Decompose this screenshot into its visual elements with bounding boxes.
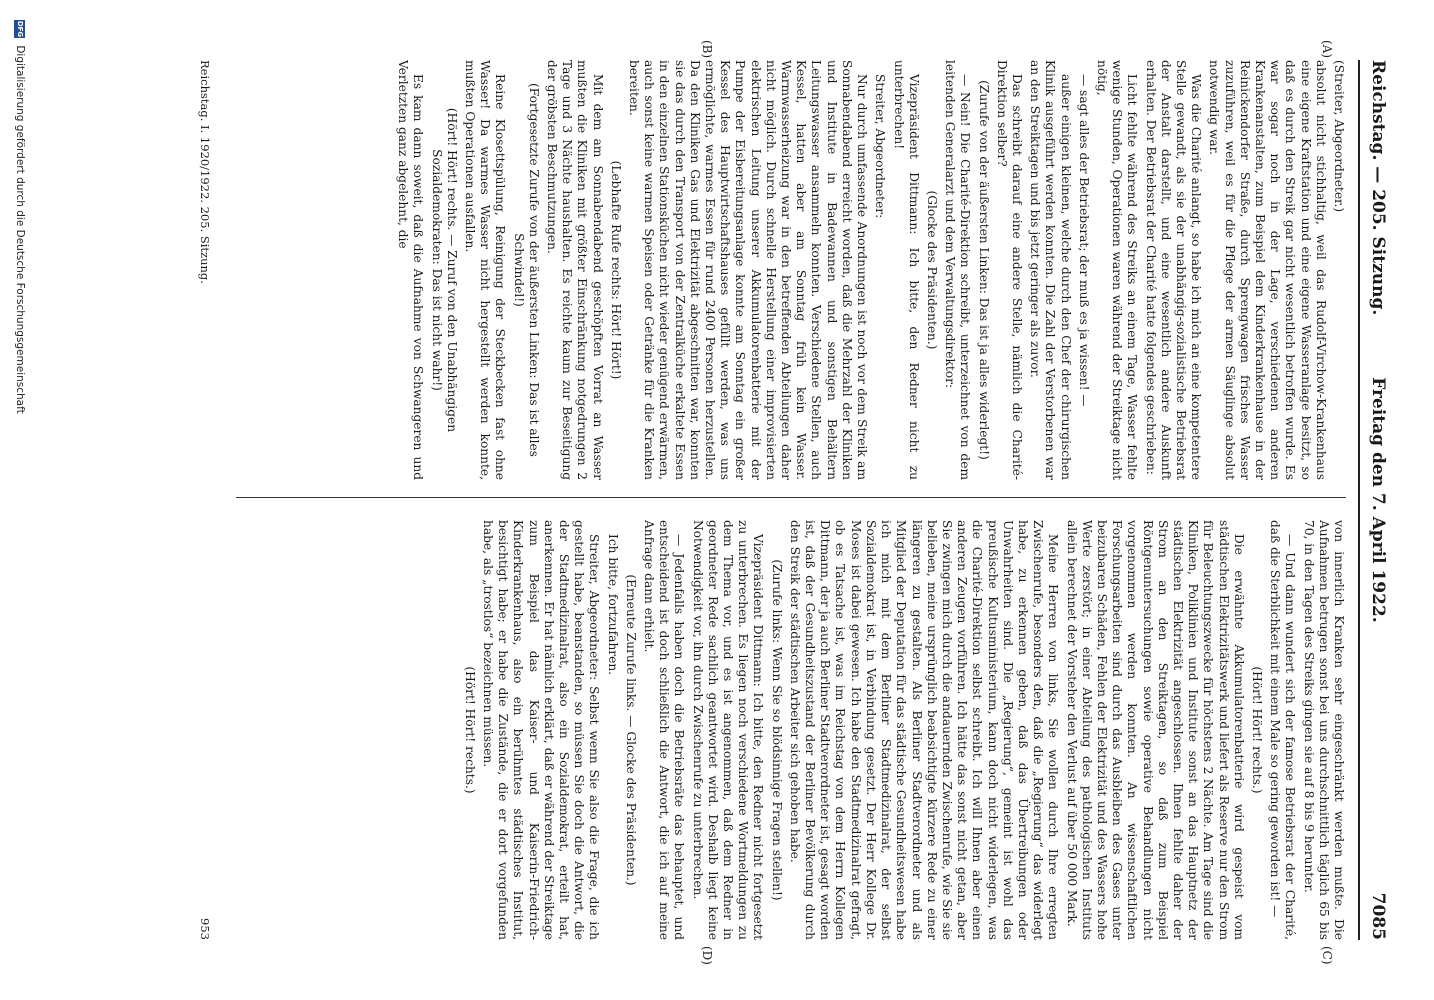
paragraph: Ich bitte, fortzufahren.	[605, 534, 620, 676]
quote: Mit dem am Sonnabendabend geschöpften Vorrat an Wasser mußten die Kliniken mit größter Einschränkung notgedrungen 2 Tage und 3 Nächte haushalten. Es reichte kaum zur Beseitigung der gröbsten Beschmutzungen.	[545, 60, 605, 480]
interjection: (Erneute Zurufe links. — Glocke des Präsidenten.)	[623, 574, 638, 886]
dfg-logo-icon: DFG	[16, 20, 25, 38]
paragraph: — Jedenfalls haben doch die Betriebsräte das behauptet, und entscheidend ist doch schließlich die Antwort, die ich auf meine Anfrage dann erhielt.	[642, 520, 687, 940]
footer-reference: Reichstag. I. 1920/1922. 205. Sitzung.	[198, 60, 212, 284]
paragraph: — Und dann wundert sich der famose Betriebsrat der Charité, daß die Sterblichkeit mit einem Male so gering geworden ist! —	[1268, 520, 1298, 940]
interjection: (Hört! Hört! rechts.)	[1249, 666, 1264, 794]
column-divider	[236, 497, 1346, 498]
speaker-paragraph: Vizepräsident Dittmann: Ich bitte, den Redner nicht zu unterbrechen!	[891, 60, 921, 480]
interjection: (Glocke des Präsidenten.)	[924, 190, 939, 350]
paragraph: — Nein! Die Charité-Direktion schreibt, unterzeichnet von dem leitenden Generalarzt und dem Verwaltungsdirektor:	[943, 60, 973, 480]
margin-marker-d: (D)	[700, 946, 714, 965]
footer-page-number: 953	[198, 918, 212, 940]
speaker-paragraph: Streiter, Abgeordneter: Selbst wenn Sie also die Frage, die ich gestellt habe, beanstanden, so müssen Sie doch die Antwort, die der Stadtmedizinalrat, also ein Sozialdemokrat, erteilt hat, anerkennen. Er hat nämlich erklärt, daß er während der Streiktage zum Beispiel das Kaiser- und Kaiserin-Friedrich-Kinderkrankenhaus, also ein berühmtes städtisches Institut, besichtigt habe; er habe die Zustände, die er dort vorgefunden habe, als „trostlos“ bezeichnen müssen.	[481, 520, 602, 940]
interjection: (Fortgesetzte Zurufe von der äußersten Linken: Das ist alles Schwindel!)	[511, 83, 541, 457]
interjection: (Zurufe links: Wenn Sie so blödsinnige Fragen stellen!)	[769, 559, 784, 901]
paragraph: — sagt alles der Betriebsrat; der muß es ja wissen! —	[1076, 74, 1091, 407]
digitization-credit	[10, 20, 26, 980]
page-header	[1358, 60, 1394, 940]
credit-text: Digitalisierung gefördert durch die Deutsche Forschungsgemeinschaft	[14, 45, 26, 414]
speaker-paragraph: Vizepräsident Dittmann: Ich bitte, den Redner nicht fortgesetzt zu unterbrechen. Es liegen noch verschiedene Wortmeldungen zu dem Thema vor, und es ist angenommen, daß dem Redner in geordneter Rede sachlich geantwortet wird. Deshalb liegt keine Notwendigkeit vor, ihn durch Zwischenrufe zu unterbrechen.	[690, 520, 766, 940]
quote: Reine Klosettspülung, Reinigung der Steckbecken fast ohne Wasser! Da warmes Wasser nicht hergestellt werden konnte, mußten Operationen ausfallen.	[463, 60, 508, 480]
interjection: (Zurufe von der äußersten Linken: Das ist ja alles widerlegt!)	[976, 80, 991, 460]
page-footer	[192, 60, 212, 940]
margin-marker-b: (B)	[700, 40, 714, 59]
interjection: (Hört! Hört! rechts. — Zuruf von den Unabhängigen Sozialdemokraten: Das ist nicht wahr!)	[429, 107, 459, 433]
paragraph: Meine Herren von links, Sie wollen durch Ihre erregten Zwischenrufe, besonders den, daß die „Regierung“ das widerlegt habe, zu erkennen geben, daß das Übertreibungen oder Unwahrheiten sind. Die „Regierung“, gemeint ist wohl das preußische Kultusministerium, kann doch nicht widerlegen, was die Charité-Direktion selbst schreibt. Ich will Ihnen aber einen anderen Zeugen vorführen. Ich hätte das sonst nicht getan, aber Sie zwingen mich durch die andauernden Zwischenrufe, wie Sie sie belieben, meine ursprünglich beabsichtigte kürzere Rede zu einer längeren zu gestalten. Als Berliner Stadtverordneter und als Mitglied der Deputation für das städtische Gesundheitswesen habe ich mich mit dem Berliner Stadtmedizinalrat, der selbst Sozialdemokrat ist, in Verbindung gesetzt. Der Herr Kollege Dr. Moses ist dabei gewesen. Ich habe den Stadtmedizinalrat gefragt, ob es Tatsache ist, was im Reichstag von dem Herrn Kollegen Dittmann, der ja auch Berliner Stadtverordneter ist, gesagt worden ist, daß der Gesundheitszustand der Berliner Bevölkerung durch den Streik der städtischen Arbeiter sich gehoben habe.	[787, 520, 1061, 940]
header-date: Freitag den 7. April 1922.	[1368, 377, 1388, 623]
interjection: (Hört! Hört! rechts.)	[462, 666, 477, 794]
interjection: (Lebhafte Rufe rechts: Hört! Hört!)	[608, 160, 623, 380]
quote: Die erwähnte Akkumulatorenbatterie wird gespeist vom städtischen Elektrizitätswerk und liefert als Reserve nur den Strom für Beleuchtungszwecke für höchstens 2 Nächte. Am Tage sind die Kliniken, Poliklinien und Institute sonst an das Hauptnetz der städtischen Elektrizität angeschlossen. Ihnen fehlte daher der Strom an den Streiktagen, so daß zum Beispiel Röntgenuntersuchungen sowie operative Behandlungen nicht vorgenommen werden konnten. An wissenschaftlichen Forschungsarbeiten sind durch das Ausbleiben des Gases unter beizubaren Schäden, Fehlen der Elektrizität und des Wassers hohe Werte zerstört; in einer Abteilung des pathologischen Instituts allein berechnet der Vorsteher den Verlust auf über 50 000 Mark.	[1064, 520, 1246, 940]
left-column	[226, 60, 1346, 480]
quote: außer einigen kleinen, welche durch den Chef der chirurgischen Klinik ausgeführt werden konnten. Die Zahl der Verstorbenen war an den Streiktagen und bis jetzt geringer als zuvor.	[1028, 60, 1073, 480]
right-column	[226, 520, 1346, 940]
quote: Nur durch umfassende Anordnungen ist noch vor dem Streik am Sonnabendabend erreicht worden, daß die Mehrzahl der Kliniken und Institute in Badewannen und sonstigen Behältern Leitungswasser ansammeln konnten. Verschiedene Stellen, auch Kessel, hatten aber am Sonntag früh kein Wasser. Warmwasserheizung war in den betreffenden Abteilungen daher nicht möglich. Durch schnelle Herstellung einer improvisierten elektrischen Leitung unserer Akkumulatorenbatterie mit der Pumpe der Eisbereitungsanlage konnte am Sonntag ein großer Kessel des Hauptwirtschaftshauses gefüllt werden, was uns ermöglichte, warmes Essen für rund 2400 Personen herzustellen. Da den Kliniken Gas und Elektrizität abgeschnitten war, konnten sie das durch den Transport von der Zentralküche erkaltete Essen in den einzelnen Stationsküchen nicht wieder genügend erwärmen, auch sonst keine warmen Speisen oder Getränke für die Kranken bereiten.	[627, 60, 870, 480]
margin-marker-c: (C)	[1320, 946, 1334, 965]
margin-marker-a: (A)	[1320, 40, 1334, 59]
quote: Es kam dann soweit, daß die Aufnahme von Schwangeren und Verletzten ganz abgelehnt, die	[396, 60, 426, 480]
header-page-number: 7085	[1368, 892, 1388, 940]
paragraph: absolut nicht stichhaltig, weil das Rudolf-Virchow-Krankenhaus eine eigene Kraftstation und eine eigene Wasseranlage besitzt, so daß es durch den Streik gar nicht wesentlich betroffen wurde. Es war sogar noch in der Lage, verschiedenen anderen Krankenanstalten, zum Beispiel dem Kinderkrankenhause in der Reinickendorfer Straße, durch Sprengwagen frisches Wasser zuzuführen, weil es für die Pflege der armen Säuglinge absolut notwendig war.	[1207, 60, 1328, 480]
quote: Licht fehlte während des Streiks an einem Tage, Wasser fehlte wenige Stunden, Operationen waren während der Streiktage nicht nötig,	[1094, 60, 1140, 480]
header-session: Reichstag. — 205. Sitzung.	[1368, 60, 1388, 316]
speaker-name: Streiter, Abgeordneter:	[873, 74, 888, 219]
paragraph: Das schreibt darauf eine andere Stelle, nämlich die Charité-Direktion selber?	[994, 60, 1024, 480]
speaker-intro: (Streiter, Abgeordneter.)	[1332, 60, 1346, 213]
paragraph: Was die Charité anlangt, so habe ich mich an eine kompetentere Stelle gewandt, als sie der unabhängig-sozialistische Betriebsrat der Anstalt darstellt, und eine wesentlich andere Auskunft erhalten. Der Betriebsrat der Charité hatte folgendes geschrieben:	[1143, 60, 1204, 480]
quote: von innerlich Kranken sehr eingeschränkt werden mußte. Die Aufnahmen betrugen sonst bei uns durchschnittlich täglich 65 bis 70, in den Tagen des Streiks gingen sie auf 8 bis 9 herunter.	[1301, 520, 1346, 940]
